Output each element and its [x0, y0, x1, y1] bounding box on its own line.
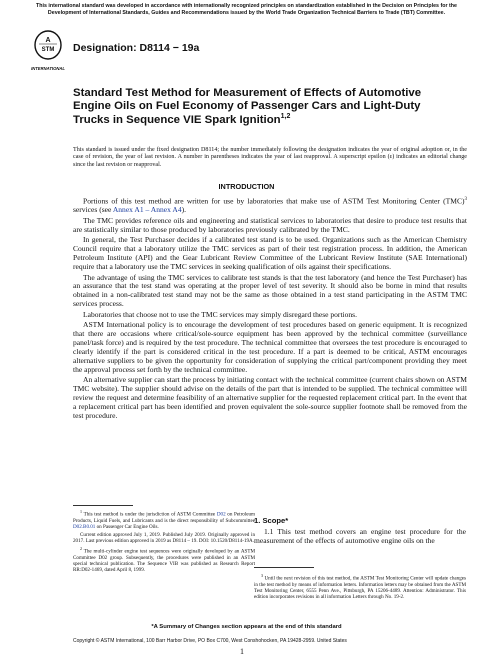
footnote-edition: Current edition approved July 1, 2019. Published July 2019. Originally approved in 2017. Last previous edition approved in 2019 as D8114 – 19. DOI: 10.1520/D8114-19A. — [73, 531, 255, 545]
intro-paragraph: ASTM International policy is to encourage the development of test procedures based on generic equipment. It is recognized that there are occasions where critical/sole-source equipment has been approved by the technical committee (surveillance panel/task force) and is required by the test procedure. The technical committee that oversees the test procedure is encouraged to clearly identify if the part is considered critical in the test procedure. If a part is deemed to be critical, ASTM encourages alternative suppliers to be given the opportunity for consideration of supplying the critical part/component providing they meet the approval process set forth by the technical committee. — [73, 320, 467, 374]
designation: Designation: D8114 − 19a — [73, 42, 200, 54]
footnote-3-paragraph — [254, 573, 466, 601]
introduction-body — [73, 196, 467, 422]
introduction-heading: INTRODUCTION — [218, 182, 275, 191]
intro-p1-text: Portions of this test method are written for use by laboratories that make use of ASTM Test Monitoring Center (TMC) — [83, 196, 465, 206]
footnote-divider — [73, 505, 133, 506]
page-number: 1 — [240, 647, 244, 656]
copyright-line: Copyright © ASTM International, 100 Barr Harbor Drive, PO Box C700, West Conshohocken, PA 19428-2959. United States — [73, 638, 347, 644]
svg-text:A: A — [45, 37, 51, 44]
annex-link[interactable]: Annex A1 – Annex A4 — [112, 205, 182, 215]
footnote-3 — [254, 573, 466, 602]
svg-text:INTERNATIONAL: INTERNATIONAL — [31, 66, 65, 71]
footnote-2 — [73, 546, 255, 574]
intro-paragraph: The advantage of using the TMC services to calibrate test stands is that the test laboratory (and hence the Test Purchaser) has an assurance that the test stand was operating at the proper level of test severity. It should also be borne in mind that results obtained in a non-calibrated test stand may not be the same as those obtained in a test stand participating in the ASTM TMC services process. — [73, 272, 467, 309]
summary-of-changes-note: *A Summary of Changes section appears at the end of this standard — [151, 624, 342, 630]
footnote-text: This test method is under the jurisdiction of ASTM Committee — [83, 511, 217, 518]
intro-paragraph: Laboratories that choose not to use the TMC services may simply disregard these portions. — [83, 309, 358, 319]
subcommittee-link[interactable]: D02.B0.01 — [73, 524, 96, 531]
scope-heading: 1. Scope* — [254, 516, 289, 525]
intro-p1-mid: services (see — [73, 205, 113, 215]
footnote-mark: 2 — [80, 545, 82, 551]
title-text: Standard Test Method for Measurement of Effects of Automotive Engine Oils on Fuel Economy of Passenger Cars and Light-Duty Trucks in Sequence VIE Spark Ignition — [73, 87, 422, 126]
title-superscript: 1,2 — [280, 113, 291, 121]
footnote-mark: 1 — [80, 509, 82, 514]
footnote-text: on Petroleum Products, Liquid Fuels, and Lubricants and is the direct responsibility of Subcommittee — [73, 511, 255, 524]
footnote-1 — [73, 509, 255, 530]
committee-link[interactable]: D02 — [216, 511, 226, 518]
svg-text:STM: STM — [41, 47, 55, 53]
intro-paragraph: In general, the Test Purchaser decides if a calibrated test stand is to be used. Organizations such as the American Chemistry Council require that a laboratory utilize the TMC services as part of their test registration process. In addition, the American Petroleum Institute (API) and the Gear Lubricant Review Committee of the Lubricant Review Institute (SAE International) require that a laboratory use the TMC services in seeking qualification of oils against their specifications. — [73, 235, 467, 272]
footnote-text: on Passenger Car Engine Oils. — [95, 524, 159, 531]
intro-p1-end: ). — [181, 205, 186, 215]
issuance-note: This standard is issued under the fixed designation D8114; the number immediately following the designation indicates the year of original adoption or, in the case of revision, the year of last revision. A number in parentheses indicates the year of last reapproval. A superscript epsilon (ε) indicates an editorial change since the last revision or reapproval. — [73, 147, 467, 168]
scope-paragraph: 1.1 This test method covers an engine test procedure for the measurement of the effects of automotive engine oils on the — [254, 527, 466, 545]
footnote-text: Until the next revision of this test method, the ASTM Test Monitoring Center will update changes in the test method by means of information letters. Information letters may be obtained from the ASTM Test Monitoring Center, 6555 Penn Ave., Pittsburgh, PA 15206-4489. Attention: Administrator. This edition incorporates revisions in all information Letters through No. 19-2. — [254, 575, 467, 601]
astm-logo-icon — [33, 30, 63, 74]
footnote-text: The multi-cylinder engine test sequences were originally developed by an ASTM Committee D02 group. Subsequently, the procedures were published in an ASTM special technical publication. The Sequence VIB was published as Research Report RR:D02-1469, dated April 8, 1999. — [73, 548, 256, 574]
footnote-divider — [254, 567, 314, 568]
document-title — [73, 87, 443, 127]
footnotes-left — [73, 509, 255, 575]
intro-paragraph: The TMC provides reference oils and engineering and statistical services to laboratories that desire to produce test results that are statistically similar to those produced by laboratories previously calibrated by the TMC. — [73, 215, 467, 234]
intro-paragraph: An alternative supplier can start the process by initiating contact with the technical committee (current chairs shown on ASTM TMC website). The supplier should advise on the details of the part that is intended to be supplied. The technical committee will review the request and determine feasibility of an alternative supplier for the requested replacement critical part. In the event that a replacement critical part has been identified and proven equivalent the sole-source supplier footnote shall be removed from the test procedure. — [73, 375, 467, 420]
footnote-mark: 3 — [261, 573, 263, 578]
footnote-ref-3[interactable]: 3 — [464, 197, 467, 202]
wto-notice: This international standard was developed in accordance with internationally recognized principles on standardization established in the Decision on Principles for the Development of International Standards, Guides and Recommendations issued by the World Trade Organization Technical Barriers to Trade (TBT) Committee. — [36, 3, 457, 16]
intro-paragraph — [73, 196, 467, 215]
